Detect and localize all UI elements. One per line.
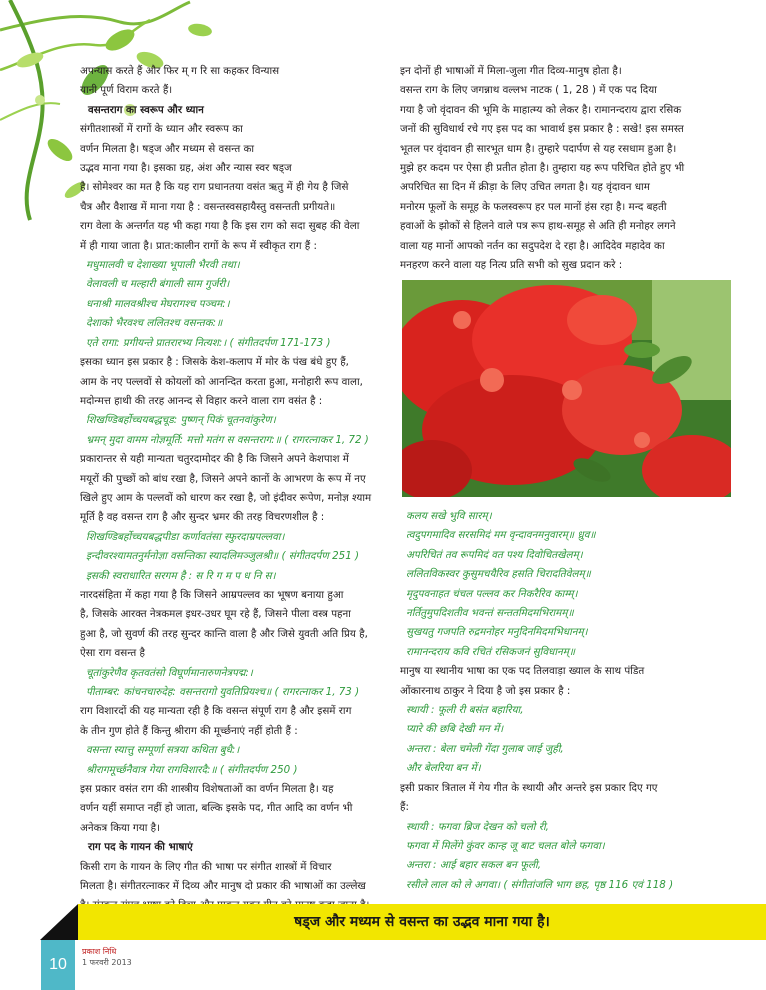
verse-line: त्वदुपगमादिव सरसमिदं मम वृन्दावनमनुवारम्॥ ध्रुव॥ <box>406 529 596 542</box>
text-line: राग वेला के अन्तर्गत यह भी कहा गया है कि इस राग को सदा सुबह की वेला <box>80 220 360 233</box>
text-line: इसका ध्यान इस प्रकार है : जिसके केश-कलाप में मोर के पंख बंधे हुए हैं, <box>80 356 349 369</box>
verse-line: प्यारे की छबि देखी मन में। <box>406 723 504 736</box>
verse-line: एते रागा: प्रगीयन्ते प्रातरारभ्य नित्यश:। ( संगीतदर्पण 171-173 ) <box>86 336 331 349</box>
text-line: हुआ है, जो सुवर्ण की तरह सुन्दर कान्ति वाला है और जिसे युवती अति प्रिय है, <box>80 627 368 640</box>
verse-line: नर्तितुमुपदिशतीव भवन्तं सन्ततमिदमभिरामम्॥ <box>406 607 574 620</box>
publication-info <box>82 946 132 968</box>
text-line: यानी पूर्ण विराम करते हैं। <box>80 84 173 97</box>
verse-line: इसकी स्वराधारित सरगम है : स रि ग म प ध नि स। <box>86 569 276 582</box>
banner-wedge <box>40 904 78 940</box>
verse-line: मृदुपवनाहत चंचल पल्लव कर निकरैरिव काम्म्। <box>406 587 578 600</box>
text-line: मनहरण करने वाला यह नित्य प्रति सभी को सुख प्रदान करे : <box>400 259 623 272</box>
text-line: मयूरों की पुच्छों को बांध रखा है, जिसने अपने कानों के आभरण के रूप में नए <box>80 472 366 485</box>
verse-line: मधुमालवी च देशाख्या भूपाली भैरवी तथा। <box>86 259 240 272</box>
text-line: इन दोनों ही भाषाओं में मिला-जुला गीत दिव्य-मानुष होता है। <box>400 65 622 77</box>
verse-line: इन्दीवरश्यामतनुर्मनोज्ञा वसन्तिका स्यादलिमञ्जुलश्री॥ ( संगीतदर्पण 251 ) <box>86 550 360 563</box>
verse-line: देशाको भैरवश्च ललितश्च वसन्तक:॥ <box>86 317 223 330</box>
text-line: मनोरम फूलों के समूह के फलस्वरूप हर पल मानों हंस रहा है। मन्द बहती <box>400 200 667 213</box>
verse-line: चूतांकुरेणैव कृतवतंसो विघूर्णमानारुणनेत्रपद्म:। <box>86 666 253 679</box>
text-line: में ही गाया जाता है। प्रात:कालीन रागों के रूप में स्वीकृत राग हैं : <box>80 239 318 252</box>
verse-line: रामानन्दराय कवि रचितं रसिकजनं सुविधानम्॥ <box>406 645 576 658</box>
page-number: 10 <box>41 940 75 990</box>
verse-line: ललितविकस्वर कुसुमचयैरिव हसति चिरादतिवेलम्॥ <box>406 568 591 581</box>
text-line: संगीतशास्त्रों में रागों के ध्यान और स्वरूप का <box>80 123 243 136</box>
text-line: खिले हुए आम के पल्लवों को धारण कर रखा है, जो इंदीवर रूपेण, मनोज्ञ श्याम <box>80 491 372 504</box>
text-line: मुझे हर कदम पर ऐसा ही प्रतीत होता है। तुम्हारा यह रूप परिचित होते हुए भी <box>400 162 685 175</box>
verse-line: स्थायी : फूली री बसंत बहारिया, <box>406 704 524 717</box>
text-line: इसी प्रकार त्रिताल में गेय गीत के स्थायी और अन्तरे इस प्रकार दिए गए <box>400 781 658 794</box>
verse-line: सुखयतु गजपति रुद्रमनोहर मनुदिनमिदमभिधानम्। <box>406 626 588 639</box>
text-line: उद्भव माना गया है। इसका ग्रह, अंश और न्यास स्वर षड्ज <box>80 162 292 175</box>
text-line: वर्णन यहीं समाप्त नहीं हो जाता, बल्कि इसके पद, गीत आदि का वर्णन भी <box>80 802 353 815</box>
pull-quote-banner <box>78 904 766 940</box>
verse-line: फगवा में मिलेंगे कुंवर कान्ह जू बाट चलत बोले फगवा। <box>406 839 605 852</box>
verse-line: पीताम्बर: कांचनचारुदेह: वसन्तरागो युवतिप्रियश्च॥ ( रागरत्नाकर 1, 73 ) <box>86 686 360 698</box>
text-line: इस प्रकार वसंत राग की शास्त्रीय विशेषताओं का वर्णन मिलता है। यह <box>80 783 334 796</box>
text-line: मानुष या स्थानीय भाषा का एक पद तिलवाड़ा ख्याल के साथ पंडित <box>400 665 645 678</box>
text-line: भूतल पर वृंदावन ही सारभूत धाम है। तुम्हारे पदार्पण से यह रसधाम हुआ है। <box>400 142 677 155</box>
verse-line: स्थायी : फगवा ब्रिज देखन को चलो री, <box>406 820 549 833</box>
section-heading: वसन्तराग का स्वरूप और ध्यान <box>88 103 204 116</box>
text-line: हैं: <box>400 801 409 814</box>
verse-line: अपरिचितं तव रूपमिदं वत पश्य दिवोचितखेलम्। <box>406 548 583 561</box>
text-line: अपन्यास करते हैं और फिर म् ग रि सा कहकर विन्यास <box>80 65 280 77</box>
text-line: है। सोमेश्वर का मत है कि यह राग प्रधानतया वसंत ऋतु में ही गेय है जिसे <box>80 181 349 194</box>
text-line: प्रकारान्तर से यही मान्यता चतुरदामोदर की है कि जिसने अपने केशपाश में <box>80 453 349 466</box>
text-line: अपरिचित सा दिन में क्रीड़ा के लिए उचित लगता है। यह वृंदावन धाम <box>400 181 650 194</box>
text-line: मिलता है। संगीतरत्नाकर में दिव्य और मानुष दो प्रकार की भाषाओं का उल्लेख <box>80 880 366 893</box>
text-line: ओंकारनाथ ठाकुर ने दिया है जो इस प्रकार है : <box>400 684 571 697</box>
verse-line: अन्तरा : आई बहार सकल बन फूली, <box>406 859 542 872</box>
text-line: के तीन गुण होते हैं किन्तु श्रीराग की मूर्च्छनाएं नहीं होती हैं : <box>80 724 298 737</box>
text-line: चैत्र और वैशाख में माना गया है : वसन्तस्वसहायैस्तु वसन्तती प्रगीयते॥ <box>80 200 336 213</box>
red-flowers-photo <box>402 280 731 497</box>
text-line: ऐसा राग वसन्त है <box>80 647 146 660</box>
verse-line: भ्रमन् मुदा वामम नोज्ञमूर्ति: मत्तो मतंग स वसन्तराग:॥ ( रागरत्नाकर 1, 72 ) <box>86 433 369 446</box>
article-left-column <box>80 62 393 916</box>
text-line: राग विशारदों की यह मान्यता रही है कि वसन्त संपूर्ण राग है और इसमें राग <box>80 705 352 718</box>
text-line: मूर्ति है वह वसन्त राग है और सुन्दर भ्रमर की तरह विचरणशील है : <box>80 511 325 524</box>
text-line: वसन्त राग के लिए जगन्नाथ वल्लभ नाटक ( 1, 28 ) में एक पद दिया <box>400 84 657 97</box>
verse-line: वसन्ता स्यात्तु सम्पूर्णा सत्रया कथिता बुधै:। <box>86 744 240 757</box>
verse-line: धनाश्री मालवश्रीश्च मेघरागश्च पञ्चम:। <box>86 297 230 310</box>
text-line: गया है जो वृंदावन की भूमि के माहात्म्य को लेकर है। रामानन्दराय द्वारा रसिक <box>400 103 682 116</box>
text-line: है, जिसके आरक्त नेत्रकमल इधर-उधर घूम रहे हैं, जिसने पीला वस्त्र पहना <box>80 608 351 621</box>
section-heading: राग पद के गायन की भाषाएं <box>88 841 193 854</box>
verse-line: शिखण्डिबर्होच्चयबद्धपीडा कर्णावतंसा स्फुरदाम्रपल्लवा। <box>86 530 285 543</box>
text-line: हवाओं के झोकों से हिलने वाले पत्र रूप हाथ-समूह से अति ही मनोहर लगने <box>400 220 676 233</box>
text-line: नारदसंहिता में कहा गया है कि जिसने आम्रपल्लव का भूषण बनाया हुआ <box>80 588 344 601</box>
publication-date: 1 फरवरी 2013 <box>82 958 132 967</box>
article-right-column-top <box>400 62 734 275</box>
verse-line: वेलावली च मल्हारी बंगाली साम गुर्जरी। <box>86 278 230 291</box>
text-line: मदोन्मत्त हाथी की तरह आनन्द से विहार करने वाला राग वसंत है : <box>80 394 323 407</box>
verse-line: श्रीरागमूर्च्छनैवात्र गेया रागविशारदै:॥ ( संगीतदर्पण 250 ) <box>86 763 298 776</box>
verse-line: रसीले लाल को ले अगवा। ( संगीतांजलि भाग छह, पृष्ठ 116 एवं 118 ) <box>406 878 674 891</box>
pull-quote-text: षड्ज और मध्यम से वसन्त का उद्भव माना गया है। <box>294 914 550 930</box>
text-line: जनों की सुविधार्थ रचे गए इस पद का भावार्थ इस प्रकार है : सखे! इस समस्त <box>400 123 684 136</box>
text-line: आम के नए पल्लवों से कोयलों को आनन्दित करता हुआ, मनोहारी रूप वाला, <box>80 375 363 388</box>
publication-name: प्रकाश निधि <box>82 947 117 956</box>
verse-line: और बेलरिया बन में। <box>406 762 481 775</box>
verse-line: कलय सखे भुवि सारम्। <box>406 510 492 522</box>
verse-line: अन्तरा : बेला चमेली गेंदा गुलाब जाई जुही, <box>406 742 564 755</box>
text-line: वर्णन मिलता है। षड्ज और मध्यम से वसन्त का <box>80 142 255 155</box>
text-line: अनेकत्र किया गया है। <box>80 821 161 834</box>
verse-line: शिखण्डिबर्होच्चयबद्धचूड: पुष्णन् पिकं चूतनवांकुरेण। <box>86 414 276 427</box>
text-line: किसी राग के गायन के लिए गीत की भाषा पर संगीत शास्त्रों में विचार <box>80 860 332 873</box>
article-right-column-bottom <box>400 507 734 895</box>
text-line: वाला यह मानों आपको नर्तन का सदुपदेश दे रहा है। आदिदेव महादेव का <box>400 239 665 252</box>
